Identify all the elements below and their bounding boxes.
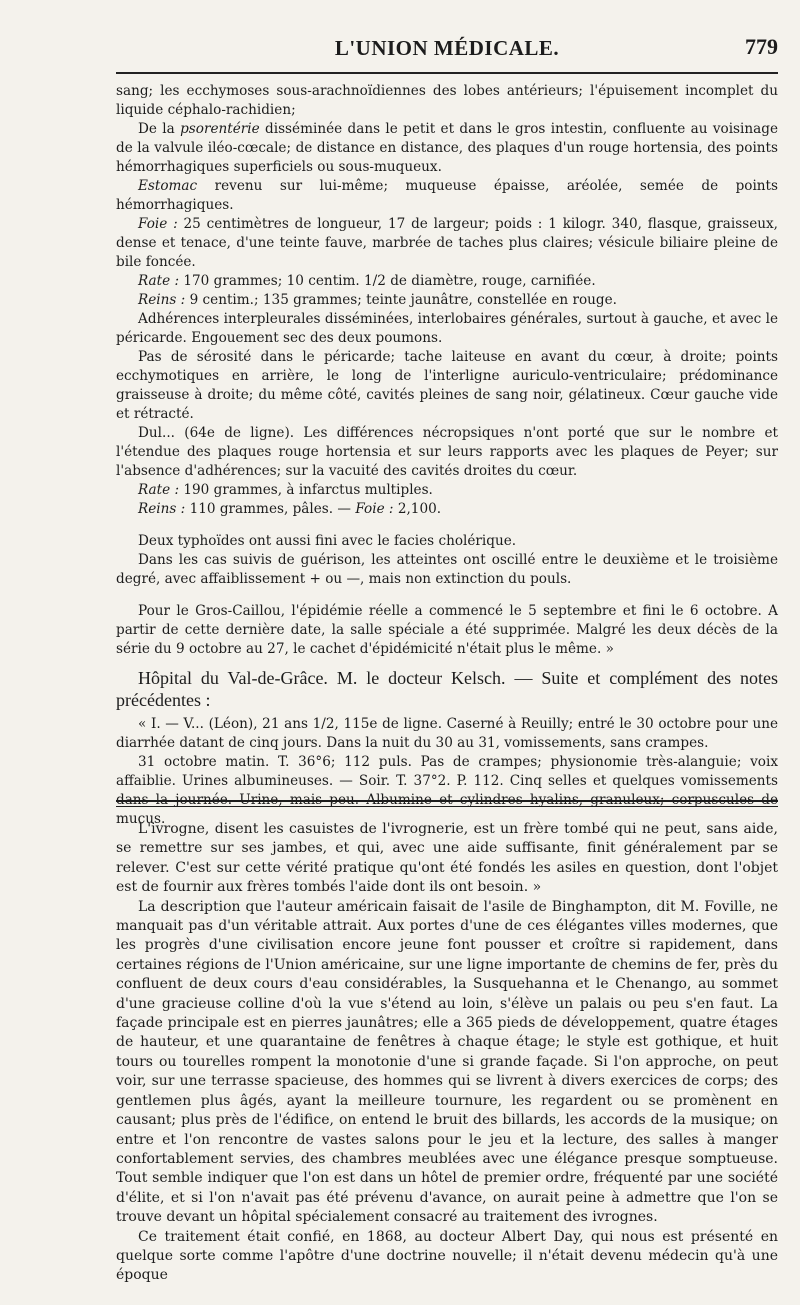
- paragraph: Rate : 170 grammes; 10 centim. 1/2 de diamètre, rouge, carnifiée.: [138, 273, 596, 289]
- paragraph: Deux typhoïdes ont aussi fini avec le facies cholérique.: [138, 533, 517, 549]
- paragraph: 31 octobre matin. T. 36°6; 112 puls. Pas de crampes; physionomie très-alanguie; voix affaiblie. Urines albumineuses. — Soir. T. 37°2. P. 112. Cinq selles et quelques vomissements dans la journée. Urine, mais peu. Albumine et cylindres hyalins, granuleux; corpuscules de mucus.: [116, 754, 778, 827]
- paragraph: Rate : 190 grammes, à infarctus multiples.: [138, 482, 433, 498]
- running-title: L'UNION MÉDICALE.: [334, 36, 560, 60]
- paragraph: Dans les cas suivis de guérison, les atteintes ont oscillé entre le deuxième et le troisième degré, avec affaiblissement + ou —, mais non extinction du pouls.: [116, 552, 778, 587]
- paragraph: Foie : 25 centimètres de longueur, 17 de largeur; poids : 1 kilogr. 340, flasque, graisseux, dense et tenace, d'une teinte fauve, marbrée de taches plus claires; vésicule biliaire pleine de bile foncée.: [116, 216, 778, 270]
- paragraph: De la psorentérie disséminée dans le petit et dans le gros intestin, confluente au voisinage de la valvule iléo-cœcale; de distance en distance, des plaques d'un rouge hortensia, des points hémorrhagiques superficiels ou sous-muqueux.: [116, 121, 778, 175]
- paragraph: Adhérences interpleurales disséminées, interlobaires générales, surtout à gauche, et avec le péricarde. Engouement sec des deux poumons.: [116, 311, 778, 346]
- lower-column: [116, 820, 778, 1286]
- section-divider: [116, 800, 778, 807]
- paragraph: Pour le Gros-Caillou, l'épidémie réelle a commencé le 5 septembre et fini le 6 octobre. A partir de cette dernière date, la salle spéciale a été supprimée. Malgré les deux décès de la série du 9 octobre au 27, le cachet d'épidémicité n'était plus le même. »: [116, 603, 778, 657]
- paragraph: Reins : 110 grammes, pâles. — Foie : 2,100.: [138, 501, 442, 517]
- paragraph: sang; les ecchymoses sous-arachnoïdiennes des lobes antérieurs; l'épuisement incomplet du liquide céphalo-rachidien;: [116, 83, 778, 118]
- paragraph: Dul... (64e de ligne). Les différences nécropsiques n'ont porté que sur le nombre et l'étendue des plaques rouge hortensia et sur leurs rapports avec les plaques de Peyer; sur l'absence d'adhérences; sur la vacuité des cavités droites du cœur.: [116, 425, 778, 479]
- paragraph: La description que l'auteur américain faisait de l'asile de Binghampton, dit M. Foville, ne manquait pas d'un véritable attrait. Aux portes d'une de ces élégantes villes modernes, que les progrès d'une civilisation encore jeune font pousser et croître si rapidement, dans certaines régions de l'Union américaine, sur une ligne importante de chemins de fer, près du confluent de deux cours d'eau considérables, la Susquehanna et le Chenango, au sommet d'une gracieuse colline d'où la vue s'étend au loin, s'élève un palais ou peu s'en faut. La façade principale est en pierres jaunâtres; elle a 365 pieds de développement, quatre étages de hauteur, et une quarantaine de fenêtres à chaque étage; le style est gothique, et huit tours ou tourelles rompent la monotonie d'une si grande façade. Si l'on approche, on peut voir, sur une terrasse spacieuse, des hommes qui se livrent à divers exercices de corps; des gentlemen plus âgés, ayant la meilleure tournure, les regardent ou se promènent en causant; plus près de l'édifice, on entend le bruit des billards, les accords de la musique; on entre et l'on rencontre de vastes salons pour le jeu et la lecture, des salles à manger confortablement servies, des chambres meublées avec une élégance presque somptueuse. Tout semble indiquer que l'on est dans un hôtel de premier ordre, fréquenté par une société d'élite, et si l'on n'avait pas été prévenu d'avance, on aurait peine à admettre que l'on se trouve devant un hôpital spécialement consacré au traitement des ivrognes.: [116, 898, 778, 1226]
- paragraph: Estomac revenu sur lui-même; muqueuse épaisse, aréolée, semée de points hémorrhagiques.: [116, 178, 778, 213]
- page-header: [116, 28, 778, 68]
- page-number: 779: [745, 34, 778, 59]
- paragraph: L'ivrogne, disent les casuistes de l'ivrognerie, est un frère tombé qui ne peut, sans aide, se remettre sur ses jambes, et qui, avec une aide suffisante, finit généralement par se relever. C'est sur cette vérité pratique qu'ont été fondés les asiles en question, dont l'objet est de fournir aux frères tombés l'aide dont ils ont besoin. »: [116, 821, 778, 896]
- upper-column: [116, 82, 778, 829]
- header-rule: [116, 72, 778, 74]
- section-heading: Hôpital du Val-de-Grâce. M. le docteur Kelsch. — Suite et complément des notes précédentes :: [116, 668, 778, 710]
- paragraph: Reins : 9 centim.; 135 grammes; teinte jaunâtre, constellée en rouge.: [138, 292, 617, 308]
- paragraph: « I. — V... (Léon), 21 ans 1/2, 115e de ligne. Caserné à Reuilly; entré le 30 octobre pour une diarrhée datant de cinq jours. Dans la nuit du 30 au 31, vomissements, sans crampes.: [116, 716, 778, 751]
- paragraph: Pas de sérosité dans le péricarde; tache laiteuse en avant du cœur, à droite; points ecchymotiques en arrière, le long de l'interligne auriculo-ventriculaire; prédominance graisseuse à droite; du même côté, cavités pleines de sang noir, gélatineux. Cœur gauche vide et rétracté.: [116, 349, 778, 422]
- paragraph: Ce traitement était confié, en 1868, au docteur Albert Day, qui nous est présenté en quelque sorte comme l'apôtre d'une doctrine nouvelle; il n'était devenu médecin qu'à une époque: [116, 1228, 778, 1284]
